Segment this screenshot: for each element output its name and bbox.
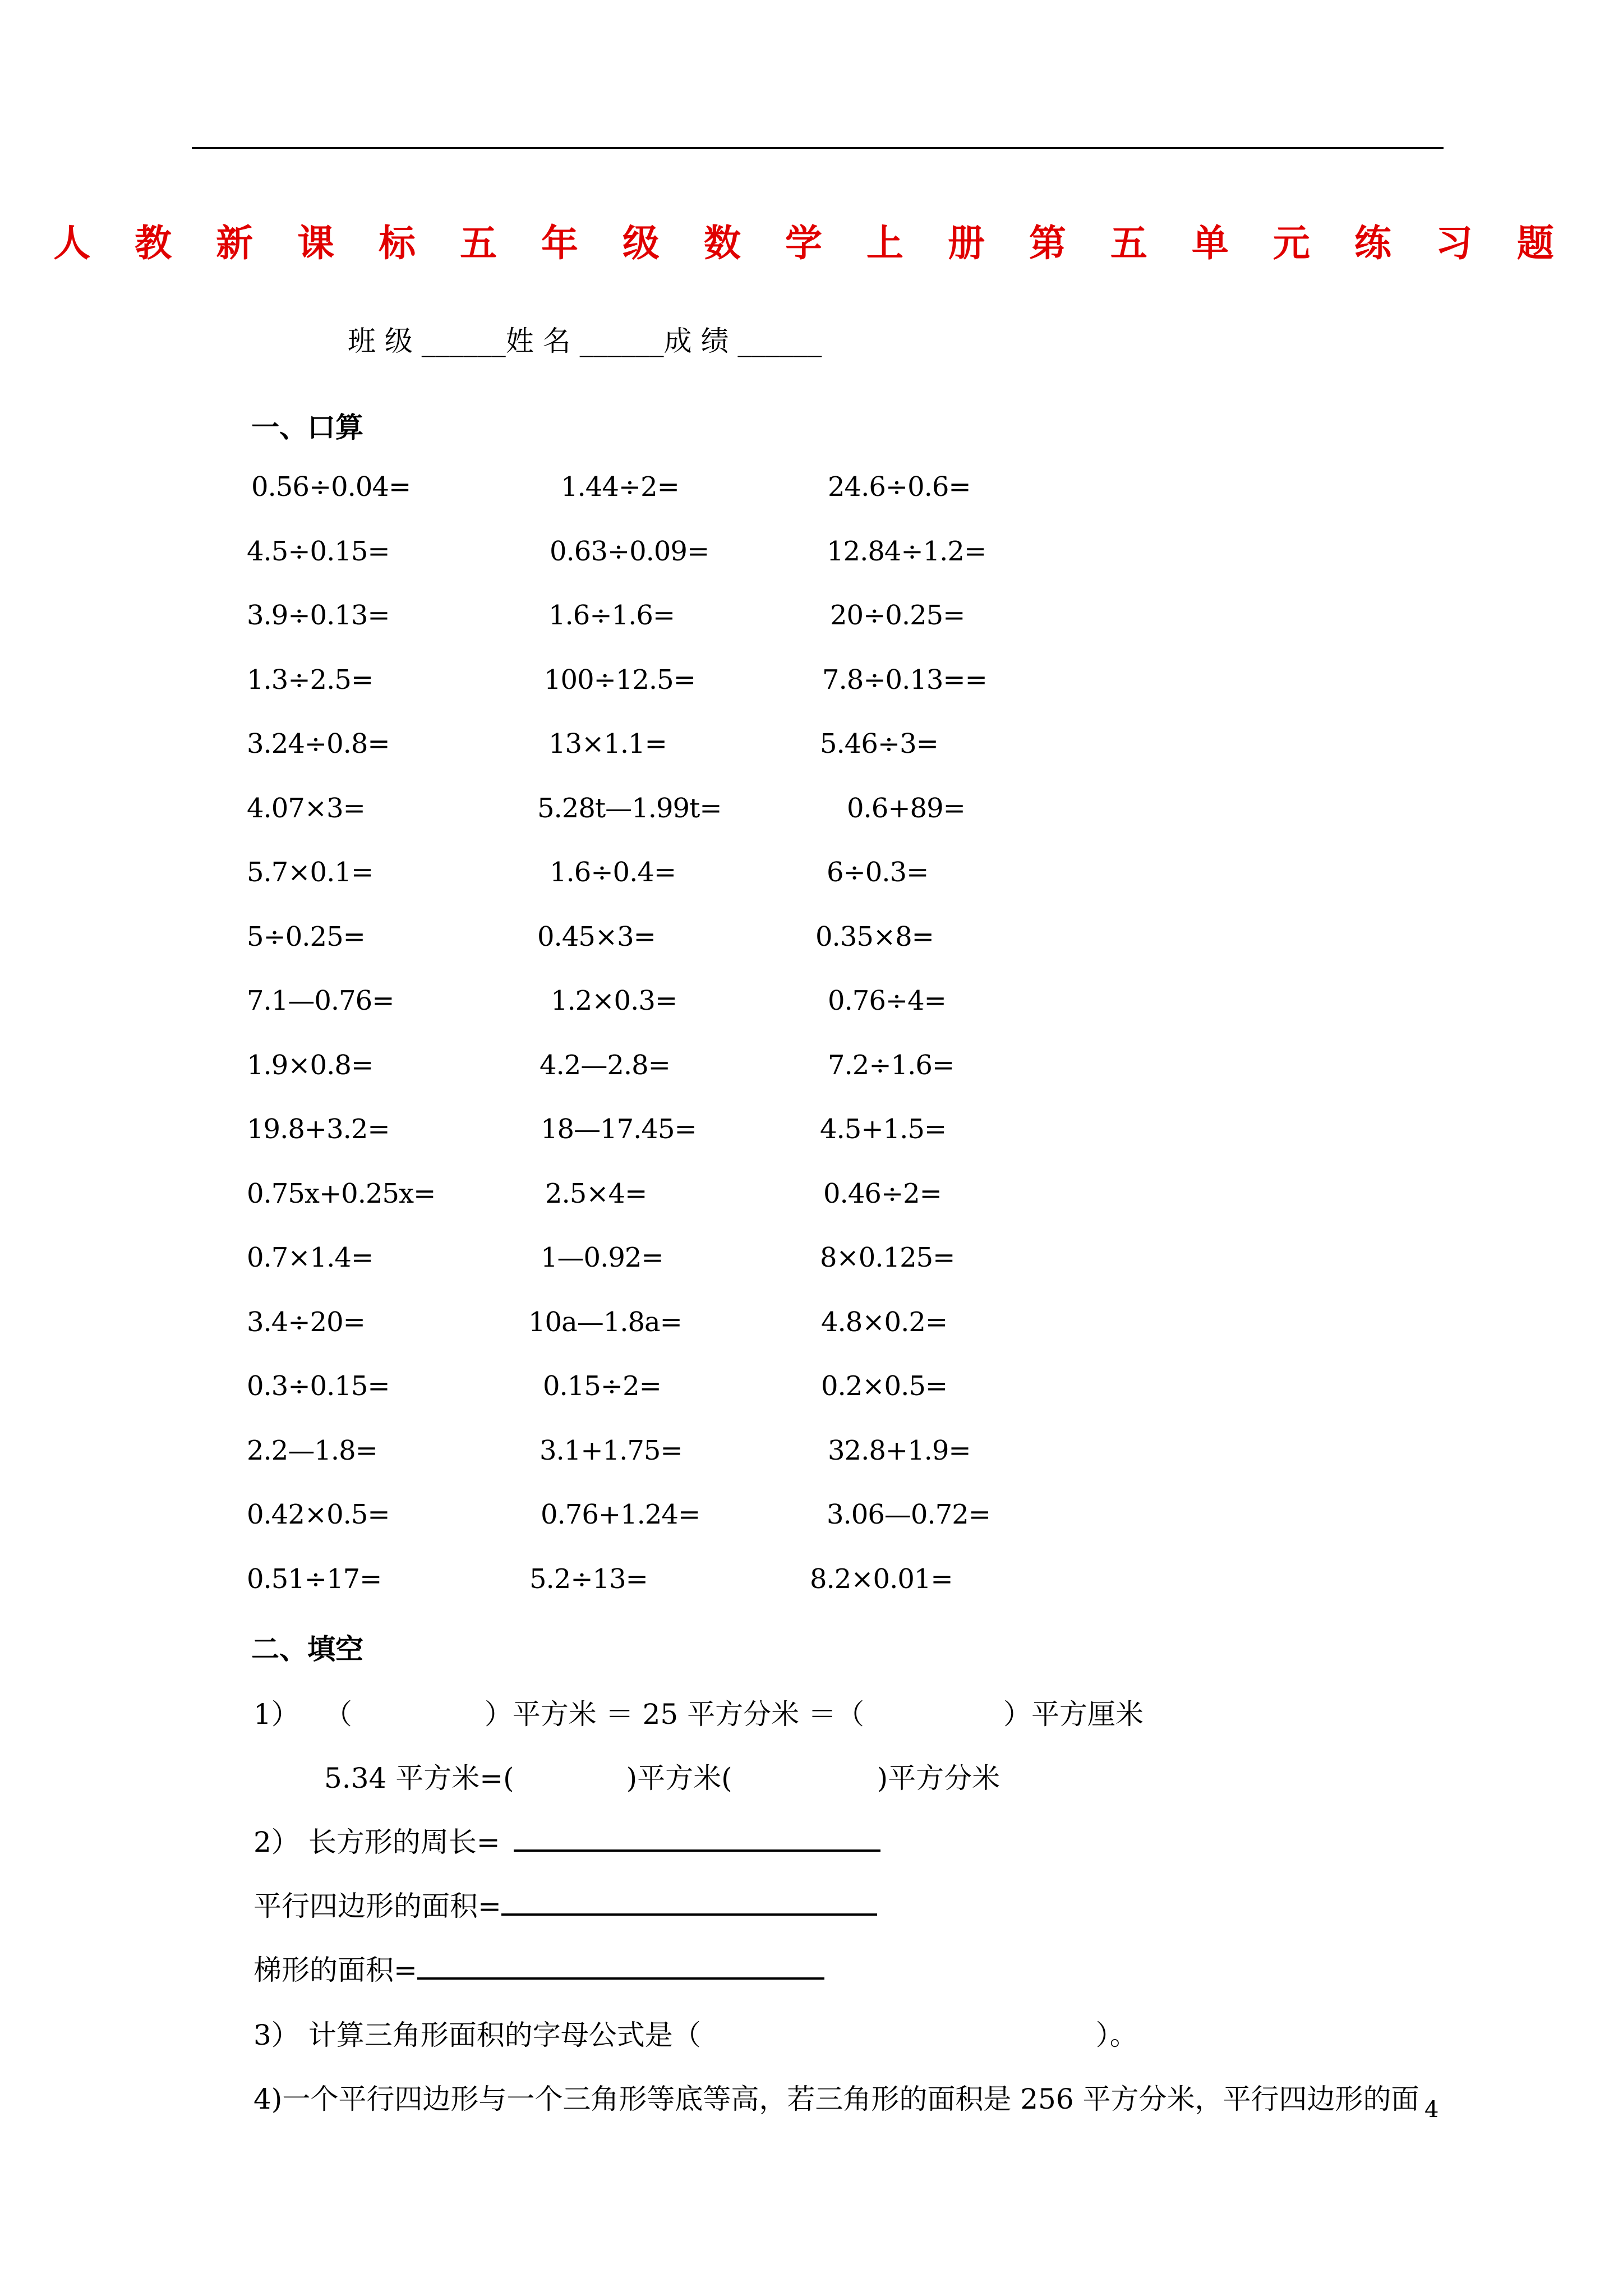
calc-item: 5.7×0.1=: [247, 857, 374, 888]
question-1b-middle-text: )平方米(: [626, 1762, 732, 1795]
calc-item: 18—17.45=: [541, 1114, 697, 1145]
question-2c-answer-line[interactable]: [417, 1955, 824, 1980]
worksheet-title: 人 教 新 课 标 五 年 级 数 学 上 册 第 五 单 元 练 习 题: [53, 221, 1570, 265]
calc-item: 0.15÷2=: [543, 1370, 661, 1402]
calc-item: 6÷0.3=: [827, 857, 929, 888]
calc-item: 0.45×3=: [537, 921, 656, 953]
calc-item: 0.42×0.5=: [247, 1499, 390, 1530]
calc-item: 8.2×0.01=: [810, 1563, 953, 1595]
calc-item: 0.46÷2=: [823, 1178, 942, 1209]
calc-item: 1.44÷2=: [561, 471, 679, 503]
section-fill-in-heading: 二、填空: [251, 1632, 363, 1665]
calc-item: 3.9÷0.13=: [247, 600, 390, 631]
calc-item: 0.63÷0.09=: [550, 536, 709, 567]
calc-item: 5.28t—1.99t=: [537, 793, 722, 824]
header-rule: [192, 147, 1444, 149]
calc-item: 2.2—1.8=: [247, 1435, 377, 1466]
calc-item: 3.4÷20=: [247, 1306, 365, 1338]
calc-item: 5.46÷3=: [820, 728, 938, 760]
calc-item: 0.7×1.4=: [247, 1242, 374, 1273]
question-3-triangle-formula: [253, 2013, 1138, 2053]
calc-item: 0.2×0.5=: [821, 1370, 948, 1402]
question-4-text: 4)一个平行四边形与一个三角形等底等高，若三角形的面积是 256 平方分米，平行四边形的面: [253, 2083, 1419, 2115]
calc-item: 7.8÷0.13==: [822, 664, 987, 696]
calc-item: 0.56÷0.04=: [251, 471, 411, 503]
calc-item: 7.2÷1.6=: [828, 1050, 955, 1081]
calc-item: 3.24÷0.8=: [247, 728, 390, 760]
calc-item: 0.76÷4=: [828, 985, 946, 1016]
question-1b-start-text: 5.34 平方米=(: [324, 1762, 514, 1795]
calc-item: 1.2×0.3=: [551, 985, 677, 1016]
calc-item: 5.2÷13=: [529, 1563, 648, 1595]
calc-item: 4.5÷0.15=: [247, 536, 390, 567]
question-1-number: 1）: [253, 1698, 299, 1731]
question-2b-label: 平行四边形的面积=: [253, 1890, 501, 1922]
question-1b-end-text: )平方分米: [877, 1762, 1000, 1795]
page-number: 4: [1424, 2097, 1439, 2123]
calc-item: 1—0.92=: [541, 1242, 663, 1273]
calc-item: 4.8×0.2=: [821, 1306, 948, 1338]
calc-item: 19.8+3.2=: [247, 1114, 390, 1145]
question-1-open-paren: （: [324, 1698, 352, 1731]
calc-item: 3.06—0.72=: [827, 1499, 990, 1530]
calc-item: 1.6÷1.6=: [548, 600, 675, 631]
question-2b-answer-line[interactable]: [501, 1891, 877, 1916]
question-2-label: 2） 长方形的周长=: [253, 1826, 500, 1858]
calc-item: 32.8+1.9=: [828, 1435, 971, 1466]
calc-item: 13×1.1=: [548, 728, 667, 760]
calc-item: 4.2—2.8=: [540, 1050, 670, 1081]
question-1-line-b: [324, 1756, 1000, 1796]
calc-item: 10a—1.8a=: [528, 1306, 682, 1338]
question-2-parallelogram-area: [253, 1884, 877, 1924]
calc-item: 0.51÷17=: [247, 1563, 382, 1595]
calc-item: 0.75x+0.25x=: [247, 1178, 436, 1209]
question-3-start-text: 3） 计算三角形面积的字母公式是（: [253, 2019, 701, 2051]
calc-item: 4.07×3=: [247, 793, 365, 824]
question-1-end-text: ）平方厘米: [1003, 1698, 1144, 1731]
calc-item: 1.3÷2.5=: [247, 664, 374, 696]
question-2c-label: 梯形的面积=: [253, 1954, 417, 1986]
calc-item: 12.84÷1.2=: [827, 536, 986, 567]
calc-item: 0.3÷0.15=: [247, 1370, 390, 1402]
calc-item: 5÷0.25=: [247, 921, 365, 953]
calc-item: 24.6÷0.6=: [828, 471, 971, 503]
calc-item: 1.6÷0.4=: [550, 857, 676, 888]
calc-item: 0.6+89=: [847, 793, 965, 824]
question-1-middle-text: ）平方米 ＝ 25 平方分米 ＝（: [484, 1698, 865, 1731]
calc-item: 4.5+1.5=: [820, 1114, 947, 1145]
calc-item: 20÷0.25=: [830, 600, 965, 631]
question-2-trapezoid-area: [253, 1948, 824, 1988]
question-1-line-a: [253, 1692, 1144, 1732]
calc-item: 3.1+1.75=: [540, 1435, 683, 1466]
calc-item: 1.9×0.8=: [247, 1050, 374, 1081]
question-2-rectangle-perimeter: [253, 1820, 880, 1860]
section-oral-calculation-heading: 一、口算: [251, 411, 363, 444]
question-3-end-text: ）。: [1095, 2019, 1138, 2051]
calc-item: 8×0.125=: [820, 1242, 955, 1273]
student-info-line: 班 级 ______姓 名 ______成 绩 ______: [348, 325, 822, 357]
calc-item: 0.76+1.24=: [541, 1499, 700, 1530]
calc-item: 100÷12.5=: [544, 664, 695, 696]
calc-item: 7.1—0.76=: [247, 985, 394, 1016]
question-2-answer-line[interactable]: [514, 1827, 880, 1852]
calc-item: 2.5×4=: [545, 1178, 647, 1209]
calc-item: 0.35×8=: [815, 921, 934, 953]
